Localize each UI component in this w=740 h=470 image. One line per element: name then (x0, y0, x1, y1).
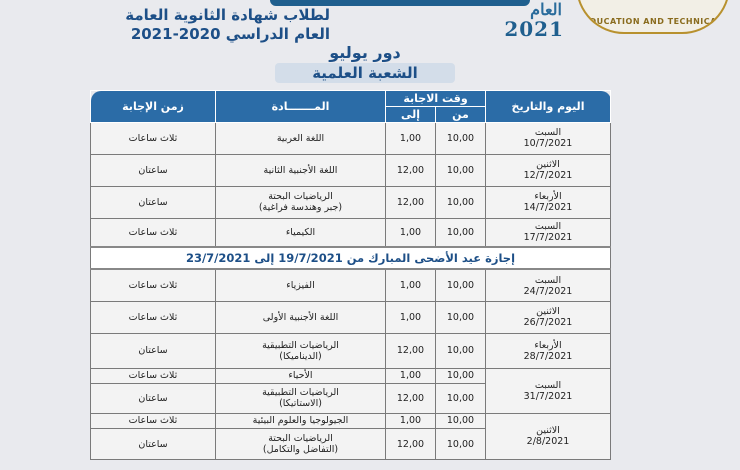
row-duration: ثلاث ساعات (91, 413, 216, 428)
row-date: 31/7/2021 (523, 390, 573, 402)
title-line-2: العام الدراسي 2020-2021 (130, 25, 330, 43)
row-to: 1,00 (386, 218, 436, 247)
division-title: الشعبة العلمية (275, 63, 455, 83)
row-from: 10,00 (436, 368, 486, 383)
row-day: السبت (534, 127, 562, 139)
table-row (91, 154, 611, 186)
row-to: 1,00 (386, 301, 436, 333)
row-to: 12,00 (386, 429, 436, 460)
row-duration: ثلاث ساعات (91, 218, 216, 247)
row-duration: ثلاث ساعات (91, 301, 216, 333)
page-title (30, 6, 330, 44)
row-day: السبت (534, 274, 562, 286)
row-subject: الجيولوجيا والعلوم البيئية (252, 415, 349, 427)
table-row (91, 368, 611, 383)
row-subject: الرياضيات التطبيقية (262, 387, 339, 399)
row-subject: الكيمياء (285, 226, 316, 238)
row-date: 12/7/2021 (523, 170, 573, 182)
table-row (91, 218, 611, 247)
row-subject-detail: (الديناميكا) (279, 350, 322, 362)
row-from: 10,00 (436, 186, 486, 218)
row-date: 26/7/2021 (523, 317, 573, 329)
ministry-seal-logo (576, 0, 730, 34)
table-row (91, 333, 611, 368)
table-row (91, 269, 611, 301)
row-to: 1,00 (386, 269, 436, 301)
row-day: الأربعاء (534, 339, 562, 351)
row-subject: الفيزياء (286, 280, 315, 292)
seal-text: EDUCATION AND TECHNICAL (583, 17, 723, 26)
row-duration: ثلاث ساعات (91, 368, 216, 383)
holiday-row (91, 247, 611, 270)
row-from: 10,00 (436, 123, 486, 155)
row-from: 10,00 (436, 333, 486, 368)
row-subject: الرياضيات البحتة (268, 191, 333, 203)
row-date: 24/7/2021 (523, 285, 573, 297)
row-day: السبت (534, 221, 562, 233)
row-duration: ساعتان (91, 186, 216, 218)
row-date: 14/7/2021 (523, 202, 573, 214)
row-date: 2/8/2021 (526, 436, 570, 448)
row-to: 1,00 (386, 368, 436, 383)
header-subject: المـــــــادة (216, 91, 386, 123)
row-from: 10,00 (436, 154, 486, 186)
header-duration: زمن الإجابة (91, 91, 216, 123)
row-date: 28/7/2021 (523, 350, 573, 362)
row-from: 10,00 (436, 218, 486, 247)
row-subject: اللغة الأجنبية الأولى (262, 311, 339, 323)
row-to: 1,00 (386, 123, 436, 155)
row-day: الأربعاء (534, 191, 562, 203)
holiday-notice: إجازة عيد الأضحى المبارك من 19/7/2021 إلى 23/7/2021 (91, 247, 611, 270)
row-subject: الأحياء (288, 370, 313, 382)
row-subject: الرياضيات البحتة (268, 433, 333, 445)
row-subject-detail: (جبر وهندسة فراغية) (258, 202, 343, 214)
session-title: دور يوليو (329, 43, 401, 62)
row-from: 10,00 (436, 383, 486, 413)
header-to: إلى (386, 107, 436, 123)
row-day: الاثنين (536, 306, 560, 318)
row-from: 10,00 (436, 429, 486, 460)
row-subject-detail: (الاستاتيكا) (279, 398, 322, 410)
row-date: 10/7/2021 (523, 138, 573, 150)
row-to: 12,00 (386, 383, 436, 413)
row-subject: اللغة العربية (276, 132, 325, 144)
table-row (91, 186, 611, 218)
row-subject: اللغة الأجنبية الثانية (263, 164, 338, 176)
row-duration: ساعتان (91, 429, 216, 460)
table-row (91, 301, 611, 333)
row-to: 12,00 (386, 333, 436, 368)
row-duration: ساعتان (91, 383, 216, 413)
schedule-table (90, 90, 611, 460)
table-row (91, 123, 611, 155)
table-row (91, 413, 611, 428)
row-to: 12,00 (386, 154, 436, 186)
row-duration: ثلاث ساعات (91, 269, 216, 301)
year-logo-word: العام (530, 0, 562, 19)
year-logo-number: 2021 (504, 17, 564, 41)
row-day: السبت (534, 379, 562, 391)
row-duration: ساعتان (91, 154, 216, 186)
header-date: اليوم والتاريخ (486, 91, 611, 123)
row-day: الاثنين (536, 425, 560, 437)
year-logo (502, 0, 570, 42)
row-from: 10,00 (436, 413, 486, 428)
row-from: 10,00 (436, 269, 486, 301)
row-date: 17/7/2021 (523, 232, 573, 244)
row-to: 1,00 (386, 413, 436, 428)
row-subject: الرياضيات التطبيقية (262, 339, 339, 351)
header-answer-time: وقت الاجابة (386, 91, 486, 107)
row-subject-detail: (التفاضل والتكامل) (262, 444, 339, 456)
row-to: 12,00 (386, 186, 436, 218)
title-line-1: لطلاب شهادة الثانوية العامة (125, 6, 330, 24)
row-day: الاثنين (536, 159, 560, 171)
row-duration: ساعتان (91, 333, 216, 368)
header-from: من (436, 107, 486, 123)
row-duration: ثلاث ساعات (91, 123, 216, 155)
row-from: 10,00 (436, 301, 486, 333)
